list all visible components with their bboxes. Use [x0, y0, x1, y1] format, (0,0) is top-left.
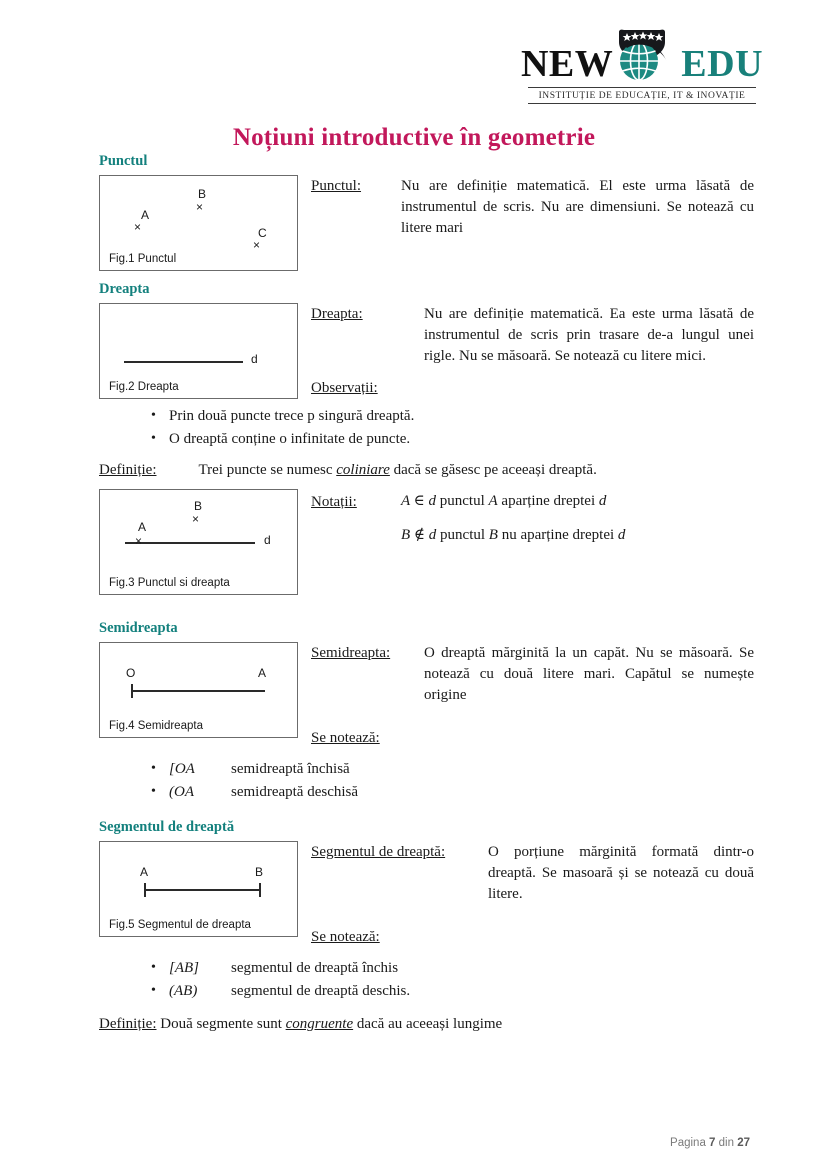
- observatii-list: [99, 405, 754, 451]
- figure-1-punctul: [99, 175, 298, 271]
- figure-3-label-a: A: [138, 520, 147, 534]
- figure-5-segment: [144, 889, 260, 891]
- figure-4-ray: [131, 690, 265, 692]
- notation-symbol: (OA: [169, 784, 194, 800]
- notatie-symbol: B ∉ d: [401, 527, 437, 543]
- term-dreapta: Dreapta:: [311, 306, 363, 322]
- notatie-text-mid: aparține dreptei: [497, 493, 599, 509]
- notation-meaning: semidreaptă deschisă: [231, 784, 359, 800]
- segmentul-definition: [311, 841, 754, 905]
- figure-1-label-a: A: [141, 208, 150, 222]
- logo-word-new: NEW: [520, 43, 614, 85]
- figure-3-label-b: B: [194, 499, 203, 513]
- section-heading-segmentul: Segmentul de dreaptă: [99, 819, 235, 835]
- notatii-items: [401, 491, 754, 559]
- figure-4-end-label: A: [258, 666, 267, 680]
- semidreapta-notation-list: [99, 758, 754, 804]
- document-body: [99, 152, 754, 1035]
- list-item: [151, 957, 754, 980]
- figure-1-marker-c: ×: [253, 238, 261, 252]
- notation-meaning: segmentul de dreaptă închis: [231, 960, 399, 976]
- notatie-text-mid: nu aparține dreptei: [497, 527, 618, 543]
- dreapta-definition: [311, 303, 754, 367]
- figure-5-start-label: A: [140, 865, 149, 879]
- figure-3-caption: Fig.3 Punctul si dreapta: [109, 577, 230, 589]
- se-noteaza-label-segmentul: Se notează:: [311, 929, 380, 945]
- figure-3-marker-b: ×: [192, 512, 200, 526]
- list-item: • Prin două puncte trece p singură dreaptă.: [151, 405, 754, 428]
- dreapta-text-column: [311, 303, 754, 399]
- se-noteaza-label-semidreapta: Se notează:: [311, 730, 380, 746]
- segmentul-text-column: [311, 841, 754, 948]
- semidreapta-text-column: [311, 642, 754, 749]
- notatie-var2: d: [617, 527, 626, 543]
- section-punctul-row: [99, 175, 754, 271]
- notatie-var1: B: [488, 527, 498, 543]
- figure-2-line-label: d: [251, 352, 258, 366]
- section-punct-dreapta-row: [99, 489, 754, 595]
- section-heading-semidreapta: Semidreapta: [99, 620, 178, 636]
- logo-wordmark: [520, 28, 764, 85]
- page-footer: [670, 1137, 750, 1149]
- notatie-text-pre: punctul: [436, 527, 489, 543]
- figure-2-caption: Fig.2 Dreapta: [109, 381, 179, 393]
- figure-1-marker-a: ×: [134, 220, 142, 234]
- definitie-emphasis: congruente: [285, 1016, 354, 1032]
- notatie-item: [401, 491, 754, 512]
- list-item: [151, 758, 754, 781]
- notatii-label: Notații:: [311, 494, 357, 510]
- notatie-var1: A: [488, 493, 498, 509]
- definitie-text-post: dacă se găsesc pe aceeași dreaptă.: [389, 462, 597, 478]
- globe-shield-icon: [603, 28, 681, 86]
- definitie-coliniare: [99, 460, 754, 481]
- figure-4-caption: Fig.4 Semidreapta: [109, 720, 203, 732]
- term-segmentul: Segmentul de dreaptă:: [311, 844, 446, 860]
- footer-page-number: 7: [709, 1137, 716, 1149]
- figure-3-line: [125, 542, 255, 544]
- definitie-label: Definiție:: [99, 462, 157, 478]
- body-punctul: Nu are definiție matematică. El este urma lăsată de instrumentul de scris. Nu are dimensiuni. Se notează cu litere mari: [401, 178, 754, 236]
- definitie-text-pre: Două segmente sunt: [156, 1016, 286, 1032]
- notatie-symbol: A ∈ d: [401, 493, 436, 509]
- definitie-emphasis: coliniare: [336, 462, 390, 478]
- figure-4-semidreapta: [99, 642, 298, 738]
- footer-total-pages: 27: [737, 1137, 750, 1149]
- figure-2-dreapta: [99, 303, 298, 399]
- body-semidreapta: O dreaptă mărginită la un capăt. Nu se măsoară. Se notează cu două litere mari. Capătul se numește origine: [424, 645, 754, 703]
- punctul-definition: [311, 175, 754, 239]
- term-punctul: Punctul:: [311, 178, 362, 194]
- figure-1-label-b: B: [198, 187, 207, 201]
- figure-5-segmentul: [99, 841, 298, 937]
- figure-3-punctul-si-dreapta: [99, 489, 298, 595]
- notatii-block: [311, 489, 754, 559]
- definitie-congruente: [99, 1014, 754, 1035]
- observatii-label: Observații:: [311, 380, 378, 396]
- body-segmentul: O porțiune mărginită formată dintr-o dreaptă. Se masoară și se notează cu două litere.: [488, 844, 754, 902]
- notation-meaning: semidreaptă închisă: [231, 761, 350, 777]
- figure-4-origin-label: O: [126, 666, 136, 680]
- notatie-var2: d: [598, 493, 607, 509]
- notatie-item: [401, 525, 754, 546]
- figure-1-marker-b: ×: [196, 200, 204, 214]
- section-heading-dreapta: Dreapta: [99, 281, 150, 297]
- figure-3-marker-a: ×: [135, 534, 143, 548]
- definitie-text-pre: Trei puncte se numesc: [198, 462, 337, 478]
- notation-symbol: [AB]: [169, 960, 199, 976]
- section-semidreapta-row: [99, 642, 754, 749]
- figure-2-line: [124, 361, 243, 363]
- list-item: [151, 980, 754, 1003]
- section-dreapta-row: [99, 303, 754, 399]
- page-title: Noțiuni introductive în geometrie: [232, 124, 596, 151]
- semidreapta-definition: [311, 642, 754, 706]
- body-dreapta: Nu are definiție matematică. Ea este urma lăsată de instrumentul de scris prin trasare de-a lungul unei rigle. Nu se măsoară. Se notează cu litere mici.: [424, 306, 754, 364]
- list-item: [151, 781, 754, 804]
- figure-5-caption: Fig.5 Segmentul de dreapta: [109, 919, 251, 931]
- figure-1-label-c: C: [258, 226, 267, 240]
- segmentul-notation-list: [99, 957, 754, 1003]
- footer-middle: din: [715, 1137, 738, 1149]
- figure-3-line-label: d: [264, 533, 271, 547]
- notation-symbol: [OA: [169, 761, 195, 777]
- definitie-text-post: dacă au aceeași lungime: [353, 1016, 503, 1032]
- definitie-label: Definiție:: [99, 1016, 157, 1032]
- figure-1-caption: Fig.1 Punctul: [109, 253, 177, 265]
- brand-logo: [520, 28, 764, 104]
- notation-symbol: (AB): [169, 983, 198, 999]
- section-heading-punctul: Punctul: [99, 153, 148, 169]
- footer-prefix: Pagina: [670, 1137, 710, 1149]
- logo-word-edu: EDU: [681, 43, 764, 85]
- logo-tagline: INSTITUȚIE DE EDUCAȚIE, IT & INOVAȚIE: [528, 87, 756, 104]
- notatie-text-pre: punctul: [436, 493, 489, 509]
- list-item: • O dreaptă conține o infinitate de puncte.: [151, 428, 754, 451]
- notation-meaning: segmentul de dreaptă deschis.: [231, 983, 411, 999]
- figure-5-end-label: B: [255, 865, 264, 879]
- term-semidreapta: Semidreapta:: [311, 645, 391, 661]
- section-segmentul-row: [99, 841, 754, 948]
